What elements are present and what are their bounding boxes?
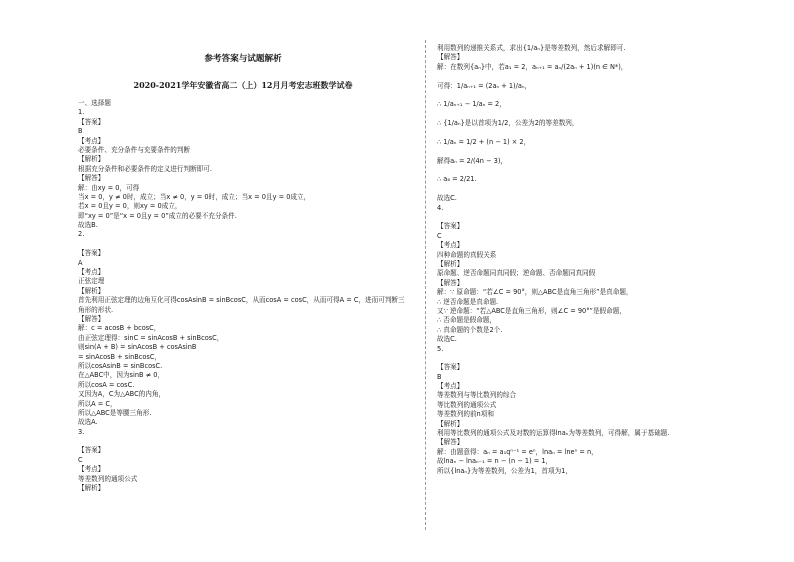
text-line: ∴ a₆ = 2/21.	[437, 175, 477, 184]
text-line: 【考点】	[437, 241, 464, 250]
text-line: 所以△ABC是等腰三角形.	[78, 408, 152, 417]
text-line: ∴ 1/aₙ₊₁ − 1/aₙ = 2，	[437, 100, 506, 109]
text-line: ∴ 1/aₙ = 1/2 + (n − 1) × 2，	[437, 137, 531, 146]
text-line: 故选C.	[437, 194, 457, 203]
text-line	[437, 110, 737, 119]
text-line: 故lnaₙ − lnaₙ₋₁ = n − (n − 1) = 1，	[437, 457, 553, 466]
text-line: 【解析】	[78, 484, 105, 493]
text-line: 等比数列的通项公式	[437, 400, 497, 409]
text-line: 解：由题意得：aₙ = a₁qⁿ⁻¹ = eⁿ，lnaₙ = lneⁿ = n，	[437, 447, 598, 456]
text-line: 解：c = acosB + bcosC，	[78, 324, 161, 333]
text-line: ∴ 真命题的个数是2个.	[437, 325, 503, 334]
text-line: 根据充分条件和必要条件的定义进行判断即可.	[78, 164, 212, 173]
text-line: 解：由xy = 0，可得	[78, 183, 140, 192]
text-line: 正弦定理	[78, 277, 105, 286]
text-line: 【考点】	[78, 465, 105, 474]
text-line: ∴ 逆否命题是真命题.	[437, 297, 499, 306]
text-line: 【解答】	[437, 438, 464, 447]
text-line: 3.	[78, 427, 85, 436]
left-body	[78, 99, 408, 493]
text-line: 故选A.	[78, 418, 98, 427]
text-line: 4.	[437, 203, 444, 212]
right-body	[437, 44, 737, 476]
text-line: 【解析】	[78, 286, 105, 295]
text-line: 【答案】	[437, 222, 464, 231]
text-line: 【解答】	[437, 278, 464, 287]
text-line: 故选B.	[78, 221, 98, 230]
text-line: 由正弦定理得：sinC = sinAcosB + sinBcosC，	[78, 333, 224, 342]
text-line	[437, 147, 737, 156]
text-line: 1.	[78, 108, 85, 117]
text-line: 【解答】	[78, 315, 105, 324]
text-line: C	[78, 455, 83, 464]
column-divider	[425, 40, 426, 530]
text-line: 故选C.	[437, 335, 457, 344]
text-line: 【答案】	[78, 117, 105, 126]
text-line: 解得aₙ = 2/(4n − 3)，	[437, 156, 508, 165]
text-line	[437, 129, 737, 138]
text-line: 【解析】	[437, 419, 464, 428]
text-line: 所以A = C，	[78, 399, 117, 408]
text-line: 解：∵ 原命题：“若∠C = 90°，则△ABC是直角三角形”是真命题，	[437, 288, 633, 297]
text-line: 【解析】	[437, 259, 464, 268]
text-line: 解：在数列{aₙ}中，若a₁ = 2，aₙ₊₁ = aₙ/(2aₙ + 1)(n ∈ N*)，	[437, 62, 628, 71]
text-line: 首先利用正弦定理的边角互化可得cosAsinB = sinBcosC，从而cosA = cosC，从而可得A = C，进而可判断三角形的形状.	[78, 296, 405, 314]
text-line	[78, 437, 408, 446]
text-line: 所以cosAsinB = sinBcosC.	[78, 361, 163, 370]
text-line: 必要条件、充分条件与充要条件的判断	[78, 145, 191, 154]
text-line: 利用数列的递推关系式，求出{1/aₙ}是等差数列，然后求解即可.	[437, 44, 626, 52]
text-line: A	[78, 258, 83, 267]
text-line: 【解答】	[78, 174, 105, 183]
text-line: 又∵ 逆命题：“若△ABC是直角三角形，则∠C = 90°”是假命题，	[437, 306, 626, 315]
text-line: 所以{lnaₙ}为等差数列，公差为1，首项为1，	[437, 466, 572, 475]
text-line: 原命题、逆否命题同真同假；逆命题、否命题同真同假	[437, 269, 596, 278]
text-line: B	[437, 372, 442, 381]
text-line: 2.	[78, 230, 85, 239]
text-line: 【考点】	[78, 268, 105, 277]
text-line: = sinAcosB + sinBcosC，	[78, 352, 162, 361]
text-line	[437, 354, 737, 363]
text-line: 当x = 0，y ≠ 0时，成立；当x ≠ 0，y = 0时，成立；当x = 0且y = 0成立，	[78, 192, 311, 201]
text-line	[437, 72, 737, 81]
text-line: 一、选择题	[78, 99, 111, 107]
text-line	[437, 166, 737, 175]
text-line	[437, 91, 737, 100]
text-line: 【答案】	[78, 249, 105, 258]
text-line: 在△ABC中，因为sinB ≠ 0，	[78, 371, 165, 380]
text-line: ∴ {1/aₙ}是以首项为1/2，公差为2的等差数列，	[437, 119, 579, 128]
text-line: ∴ 否命题是假命题，	[437, 316, 497, 325]
text-line: 【考点】	[78, 136, 105, 145]
text-line: 等差数列与等比数列的综合	[437, 391, 517, 400]
text-line: 5.	[437, 344, 444, 353]
text-line	[78, 240, 408, 249]
text-line: 则sin(A + B) = sinAcosB + cosAsinB	[78, 343, 197, 352]
text-line: 若x = 0且y = 0，则xy = 0成立，	[78, 202, 182, 211]
text-line: 又因为A，C为△ABC的内角，	[78, 390, 166, 399]
text-line: B	[78, 127, 83, 136]
text-line: 【答案】	[78, 446, 105, 455]
text-line: 等差数列的通项公式	[78, 474, 138, 483]
text-line: 即“xy = 0”是“x = 0且y = 0”成立的必要不充分条件.	[78, 211, 237, 220]
page-title: 参考答案与试题解析	[204, 54, 282, 64]
text-line: C	[437, 231, 442, 240]
text-line	[437, 213, 737, 222]
text-line: 【答案】	[437, 363, 464, 372]
text-line: 所以cosA = cosC.	[78, 380, 135, 389]
text-line: 等差数列的前n项和	[437, 410, 494, 419]
text-line: 四种命题的真假关系	[437, 250, 497, 259]
text-line	[437, 185, 737, 194]
text-line: 【解析】	[78, 155, 105, 164]
text-line: 【考点】	[437, 382, 464, 391]
text-line: 利用等比数列的通项公式及对数的运算得lnaₙ为等差数列，可得解，属于基础题.	[437, 429, 670, 438]
text-line: 【解答】	[437, 53, 464, 62]
exam-subtitle: 2020-2021学年安徽省高二（上）12月月考宏志班数学试卷	[133, 80, 353, 90]
text-line: 可得：1/aₙ₊₁ = (2aₙ + 1)/aₙ，	[437, 81, 532, 90]
